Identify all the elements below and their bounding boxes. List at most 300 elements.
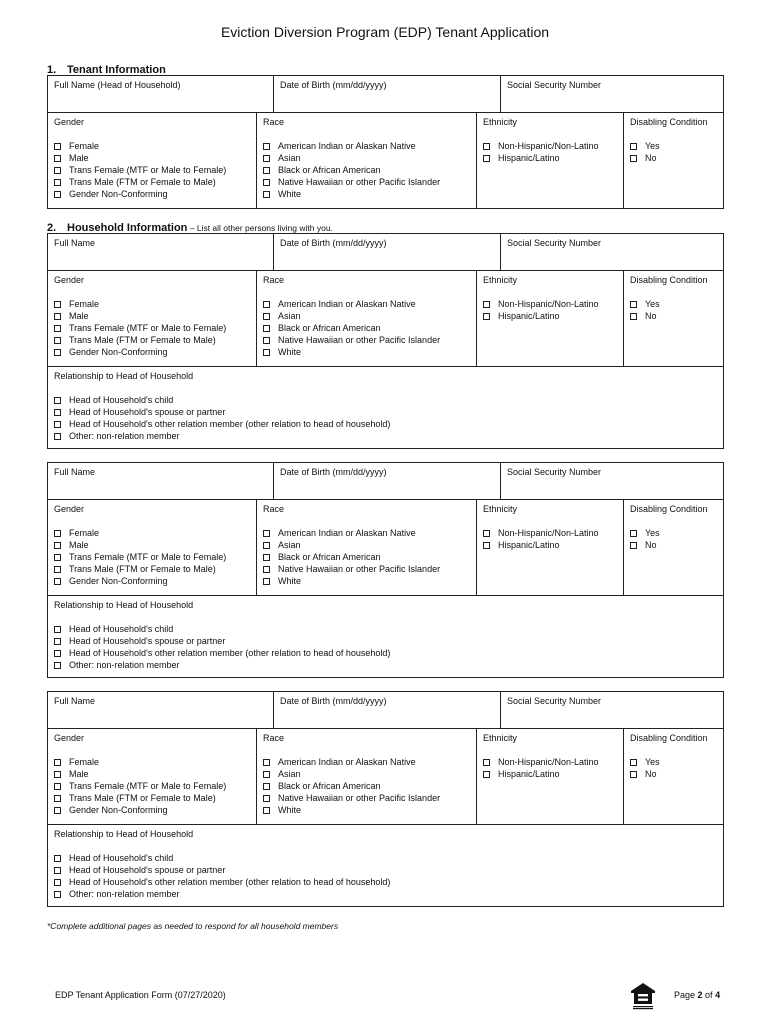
disabling-checkbox[interactable] [630,143,637,150]
gender-option [54,298,226,310]
relationship-option-label: Head of Household's child [69,395,174,405]
gender-option-label: Gender Non-Conforming [69,576,168,586]
relationship-option [54,647,390,659]
disabling-cell [623,113,723,208]
gender-checkbox[interactable] [54,530,61,537]
household-member-table-3 [47,691,724,907]
relationship-option [54,394,390,406]
race-option [263,563,440,575]
disabling-checkbox[interactable] [630,301,637,308]
disabling-option-label: Yes [645,299,660,309]
race-checkbox[interactable] [263,337,270,344]
gender-checkbox[interactable] [54,155,61,162]
relationship-checkbox[interactable] [54,409,61,416]
race-option-label: Asian [278,769,301,779]
relationship-options [54,623,390,671]
race-checkbox[interactable] [263,578,270,585]
dob-label: Date of Birth (mm/dd/yyyy) [280,80,387,90]
full-name-cell[interactable] [48,76,273,112]
gender-option [54,551,226,563]
gender-checkbox[interactable] [54,795,61,802]
ethnicity-option-label: Non-Hispanic/Non-Latino [498,299,599,309]
page-current: 2 [697,990,703,1000]
disabling-option-label: Yes [645,141,660,151]
disabling-option-label: Yes [645,528,660,538]
ethnicity-checkbox[interactable] [483,530,490,537]
full-name-cell[interactable] [48,463,273,499]
gender-option-label: Trans Male (FTM or Female to Male) [69,793,216,803]
relationship-option [54,418,390,430]
relationship-option [54,430,390,442]
ethnicity-label: Ethnicity [483,117,518,127]
race-checkbox[interactable] [263,313,270,320]
ssn-label: Social Security Number [507,238,602,248]
gender-option [54,563,226,575]
full-name-label: Full Name (Head of Household) [54,80,181,90]
relationship-option [54,888,390,900]
race-option-label: Native Hawaiian or other Pacific Islander [278,177,441,187]
race-option [263,310,440,322]
gender-option [54,140,226,152]
race-checkbox[interactable] [263,325,270,332]
section-title: Tenant Information [67,64,166,76]
relationship-option-label: Head of Household's spouse or partner [69,407,226,417]
race-option-label: White [278,576,302,586]
race-option [263,768,440,780]
gender-checkbox[interactable] [54,554,61,561]
gender-cell [48,500,256,595]
gender-checkbox[interactable] [54,301,61,308]
race-option-label: American Indian or Alaskan Native [278,141,416,151]
race-checkbox[interactable] [263,143,270,150]
relationship-cell [48,596,723,676]
relationship-row [48,367,723,447]
disabling-option [630,756,660,768]
disabling-checkbox[interactable] [630,530,637,537]
relationship-option [54,864,390,876]
relationship-label: Relationship to Head of Household [54,829,194,839]
disabling-cell [623,729,723,824]
race-label: Race [263,733,285,743]
form-name: EDP Tenant Application Form (07/27/2020) [55,990,226,1000]
disabling-option-label: No [645,153,657,163]
race-option [263,756,440,768]
gender-checkbox[interactable] [54,578,61,585]
relationship-label: Relationship to Head of Household [54,600,194,610]
demographics-row [48,113,723,208]
race-options [263,298,440,358]
relationship-options [54,852,390,900]
dob-cell[interactable] [273,76,500,112]
race-option-label: Black or African American [278,165,381,175]
race-option-label: Asian [278,540,301,550]
ethnicity-option-label: Non-Hispanic/Non-Latino [498,528,599,538]
household-member-table-1 [47,233,724,449]
relationship-option-label: Head of Household's other relation member (other relation to head of household) [69,419,391,429]
race-option-label: White [278,347,302,357]
relationship-option [54,659,390,671]
demographics-row [48,271,723,367]
ethnicity-option-label: Hispanic/Latino [498,153,560,163]
gender-option-label: Gender Non-Conforming [69,347,168,357]
disabling-options [630,140,660,164]
disabling-option-label: No [645,311,657,321]
race-option [263,346,440,358]
ethnicity-label: Ethnicity [483,504,518,514]
relationship-row [48,825,723,905]
relationship-option-label: Head of Household's child [69,624,174,634]
gender-option [54,804,226,816]
race-options [263,756,440,816]
gender-option [54,527,226,539]
gender-checkbox[interactable] [54,759,61,766]
relationship-checkbox[interactable] [54,891,61,898]
gender-options [54,298,226,358]
relationship-option-label: Head of Household's other relation member (other relation to head of household) [69,877,391,887]
ethnicity-option-label: Hispanic/Latino [498,769,560,779]
gender-label: Gender [54,733,85,743]
relationship-checkbox[interactable] [54,433,61,440]
race-option [263,334,440,346]
gender-checkbox[interactable] [54,179,61,186]
gender-checkbox[interactable] [54,191,61,198]
disabling-cell [623,500,723,595]
relationship-option-label: Head of Household's spouse or partner [69,865,226,875]
page-mid: of [702,990,716,1000]
race-checkbox[interactable] [263,155,270,162]
race-option [263,152,440,164]
gender-option-label: Trans Female (MTF or Male to Female) [69,165,227,175]
relationship-checkbox[interactable] [54,626,61,633]
race-options [263,527,440,587]
ethnicity-option [483,756,599,768]
gender-option-label: Female [69,299,100,309]
race-option [263,164,440,176]
ethnicity-checkbox[interactable] [483,542,490,549]
dob-label: Date of Birth (mm/dd/yyyy) [280,696,387,706]
gender-label: Gender [54,275,85,285]
relationship-cell [48,825,723,905]
ethnicity-option-label: Non-Hispanic/Non-Latino [498,141,599,151]
gender-label: Gender [54,117,85,127]
race-option [263,551,440,563]
full-name-cell[interactable] [48,692,273,728]
gender-option-label: Gender Non-Conforming [69,805,168,815]
disabling-options [630,527,660,551]
gender-checkbox[interactable] [54,771,61,778]
disabling-label: Disabling Condition [630,275,708,285]
relationship-option [54,876,390,888]
race-option-label: Asian [278,311,301,321]
ethnicity-option [483,152,599,164]
race-cell [256,500,476,595]
disabling-option-label: Yes [645,757,660,767]
gender-option [54,792,226,804]
race-label: Race [263,275,285,285]
disabling-option [630,140,660,152]
ethnicity-checkbox[interactable] [483,143,490,150]
race-option [263,298,440,310]
race-checkbox[interactable] [263,771,270,778]
disabling-checkbox[interactable] [630,542,637,549]
disabling-option-label: No [645,540,657,550]
ethnicity-options [483,140,599,164]
ethnicity-cell [476,729,623,824]
gender-label: Gender [54,504,85,514]
page-number [674,990,720,1000]
disabling-checkbox[interactable] [630,313,637,320]
equal-housing-opportunity-icon [630,982,656,1010]
relationship-option [54,852,390,864]
race-option-label: Native Hawaiian or other Pacific Islander [278,564,441,574]
relationship-options [54,394,390,442]
relationship-checkbox[interactable] [54,662,61,669]
gender-option [54,176,226,188]
gender-checkbox[interactable] [54,807,61,814]
gender-option-label: Trans Female (MTF or Male to Female) [69,552,227,562]
disabling-checkbox[interactable] [630,155,637,162]
race-option-label: Native Hawaiian or other Pacific Islander [278,335,441,345]
gender-checkbox[interactable] [54,337,61,344]
disabling-cell [623,271,723,366]
race-option [263,780,440,792]
ethnicity-label: Ethnicity [483,275,518,285]
disabling-option [630,768,660,780]
gender-option-label: Trans Male (FTM or Female to Male) [69,177,216,187]
tenant-info-table [47,75,724,209]
relationship-option-label: Head of Household's other relation member (other relation to head of household) [69,648,391,658]
race-cell [256,113,476,208]
identity-row [48,234,723,271]
disabling-option [630,527,660,539]
race-option-label: American Indian or Alaskan Native [278,528,416,538]
gender-option [54,346,226,358]
full-name-cell[interactable] [48,234,273,270]
section-title: Household Information [67,222,188,234]
ethnicity-option-label: Hispanic/Latino [498,311,560,321]
ethnicity-option-label: Non-Hispanic/Non-Latino [498,757,599,767]
ethnicity-options [483,298,599,322]
ethnicity-label: Ethnicity [483,733,518,743]
ethnicity-option [483,539,599,551]
gender-option-label: Trans Female (MTF or Male to Female) [69,323,227,333]
ethnicity-checkbox[interactable] [483,771,490,778]
section-number: 2. [47,222,57,234]
race-option-label: Asian [278,153,301,163]
gender-cell [48,729,256,824]
race-cell [256,729,476,824]
gender-option [54,780,226,792]
race-checkbox[interactable] [263,167,270,174]
identity-row [48,76,723,113]
ssn-cell[interactable] [500,76,723,112]
dob-cell[interactable] [273,463,500,499]
gender-options [54,527,226,587]
gender-option-label: Female [69,528,100,538]
relationship-option-label: Other: non-relation member [69,431,180,441]
race-option-label: White [278,189,302,199]
gender-option-label: Trans Male (FTM or Female to Male) [69,335,216,345]
ethnicity-cell [476,113,623,208]
gender-option-label: Male [69,311,89,321]
gender-option-label: Female [69,757,100,767]
race-checkbox[interactable] [263,783,270,790]
gender-options [54,140,226,200]
race-option [263,188,440,200]
ethnicity-option [483,140,599,152]
gender-option [54,768,226,780]
race-checkbox[interactable] [263,759,270,766]
ethnicity-option [483,310,599,322]
race-checkbox[interactable] [263,542,270,549]
gender-option [54,575,226,587]
full-name-label: Full Name [54,238,96,248]
ethnicity-options [483,527,599,551]
full-name-label: Full Name [54,696,96,706]
race-checkbox[interactable] [263,807,270,814]
ethnicity-option [483,527,599,539]
gender-option [54,322,226,334]
race-option [263,140,440,152]
gender-option-label: Male [69,153,89,163]
section-number: 1. [47,64,57,76]
disabling-label: Disabling Condition [630,117,708,127]
race-option-label: American Indian or Alaskan Native [278,299,416,309]
disabling-checkbox[interactable] [630,759,637,766]
ethnicity-checkbox[interactable] [483,155,490,162]
household-member-table-2 [47,462,724,678]
race-cell [256,271,476,366]
ethnicity-checkbox[interactable] [483,759,490,766]
relationship-checkbox[interactable] [54,879,61,886]
relationship-checkbox[interactable] [54,638,61,645]
relationship-checkbox[interactable] [54,397,61,404]
gender-checkbox[interactable] [54,349,61,356]
race-checkbox[interactable] [263,179,270,186]
gender-checkbox[interactable] [54,313,61,320]
relationship-cell [48,367,723,447]
gender-option-label: Trans Male (FTM or Female to Male) [69,564,216,574]
relationship-checkbox[interactable] [54,855,61,862]
relationship-checkbox[interactable] [54,867,61,874]
ssn-cell[interactable] [500,463,723,499]
race-checkbox[interactable] [263,795,270,802]
race-checkbox[interactable] [263,301,270,308]
disabling-options [630,298,660,322]
ssn-label: Social Security Number [507,467,602,477]
disabling-option [630,310,660,322]
relationship-option-label: Head of Household's spouse or partner [69,636,226,646]
ssn-label: Social Security Number [507,80,602,90]
gender-option [54,310,226,322]
gender-checkbox[interactable] [54,325,61,332]
disabling-checkbox[interactable] [630,771,637,778]
ssn-label: Social Security Number [507,696,602,706]
race-checkbox[interactable] [263,554,270,561]
race-option [263,322,440,334]
gender-checkbox[interactable] [54,167,61,174]
gender-checkbox[interactable] [54,542,61,549]
ethnicity-options [483,756,599,780]
demographics-row [48,729,723,825]
relationship-row [48,596,723,676]
relationship-option [54,406,390,418]
disabling-option [630,539,660,551]
page-title: Eviction Diversion Program (EDP) Tenant Application [220,24,550,40]
race-label: Race [263,117,285,127]
gender-options [54,756,226,816]
page-prefix: Page [674,990,698,1000]
gender-checkbox[interactable] [54,143,61,150]
race-option [263,792,440,804]
ethnicity-option [483,298,599,310]
disabling-label: Disabling Condition [630,504,708,514]
ethnicity-cell [476,271,623,366]
dob-label: Date of Birth (mm/dd/yyyy) [280,467,387,477]
ethnicity-cell [476,500,623,595]
gender-option-label: Gender Non-Conforming [69,189,168,199]
race-options [263,140,440,200]
disabling-option-label: No [645,769,657,779]
relationship-option-label: Head of Household's child [69,853,174,863]
gender-option [54,334,226,346]
relationship-label: Relationship to Head of Household [54,371,194,381]
relationship-option [54,623,390,635]
gender-option [54,756,226,768]
race-option [263,804,440,816]
race-option [263,575,440,587]
dob-cell[interactable] [273,692,500,728]
race-option-label: American Indian or Alaskan Native [278,757,416,767]
footnote: *Complete additional pages as needed to respond for all household members [47,921,339,931]
ethnicity-option-label: Hispanic/Latino [498,540,560,550]
race-option-label: Black or African American [278,323,381,333]
race-option-label: Native Hawaiian or other Pacific Islander [278,793,441,803]
gender-option-label: Male [69,540,89,550]
race-checkbox[interactable] [263,566,270,573]
ethnicity-checkbox[interactable] [483,313,490,320]
gender-option [54,164,226,176]
identity-row [48,463,723,500]
disabling-option [630,152,660,164]
race-checkbox[interactable] [263,349,270,356]
gender-checkbox[interactable] [54,783,61,790]
race-option-label: White [278,805,302,815]
race-option [263,539,440,551]
dob-cell[interactable] [273,234,500,270]
ssn-cell[interactable] [500,692,723,728]
page-total: 4 [715,990,721,1000]
gender-option-label: Male [69,769,89,779]
gender-option [54,152,226,164]
relationship-checkbox[interactable] [54,650,61,657]
section-note: – List all other persons living with you. [187,223,333,233]
gender-option [54,188,226,200]
gender-checkbox[interactable] [54,566,61,573]
full-name-label: Full Name [54,467,96,477]
ethnicity-checkbox[interactable] [483,301,490,308]
ssn-cell[interactable] [500,234,723,270]
gender-option-label: Trans Female (MTF or Male to Female) [69,781,227,791]
race-checkbox[interactable] [263,530,270,537]
relationship-option [54,635,390,647]
disabling-option [630,298,660,310]
relationship-checkbox[interactable] [54,421,61,428]
race-option-label: Black or African American [278,552,381,562]
demographics-row [48,500,723,596]
identity-row [48,692,723,729]
race-checkbox[interactable] [263,191,270,198]
